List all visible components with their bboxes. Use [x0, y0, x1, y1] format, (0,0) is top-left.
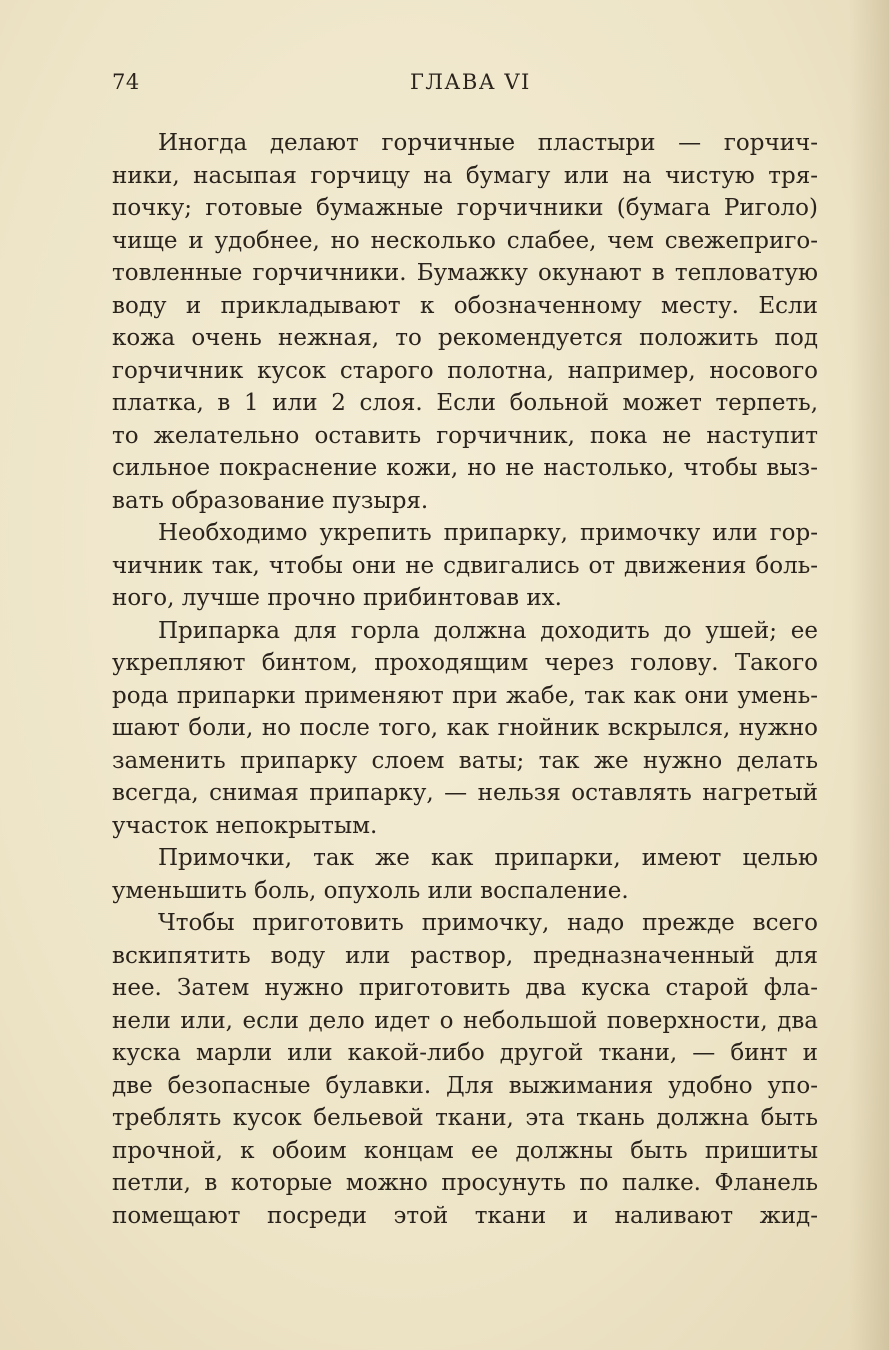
paragraph-compresses: [112, 842, 818, 907]
paragraph-mustard-plasters: [112, 127, 818, 517]
text-line: вскипятить воду или раствор, предназначенный для: [112, 942, 818, 969]
text-line: платка, в 1 или 2 слоя. Если больной может терпеть,: [112, 390, 818, 416]
text-line: кожа очень нежная, то рекомендуется положить под: [112, 325, 818, 351]
text-line: Иногда делают горчичные пластыри — горчич-: [158, 130, 818, 156]
text-line: то желательно оставить горчичник, пока не наступит: [112, 422, 818, 449]
text-line: заменить припарку слоем ваты; так же нужно делать: [112, 747, 818, 774]
text-line: ного, лучше прочно прибинтовав их.: [112, 585, 562, 611]
text-line: петли, в которые можно просунуть по палке. Фланель: [112, 1170, 818, 1196]
text-line: сильное покраснение кожи, но не настолько, чтобы выз-: [112, 455, 818, 481]
text-line: ники, насыпая горчицу на бумагу или на чистую тря-: [112, 162, 818, 189]
text-line: прочной, к обоим концам ее должны быть пришиты: [112, 1137, 818, 1164]
paragraph-throat-poultice: [112, 615, 818, 843]
text-line: участок непокрытым.: [112, 812, 378, 839]
body-text: [112, 127, 818, 1232]
text-line: нели или, если дело идет о небольшой поверхности, два: [112, 1007, 818, 1034]
text-line: две безопасные булавки. Для выжимания удобно упо-: [112, 1072, 818, 1099]
text-line: Чтобы приготовить примочку, надо прежде всего: [158, 910, 818, 936]
text-line: чичник так, чтобы они не сдвигались от движения боль-: [112, 552, 818, 579]
running-header: [112, 70, 712, 100]
page-edge-shadow: [849, 0, 889, 1350]
text-line: треблять кусок бельевой ткани, эта ткань должна быть: [112, 1105, 818, 1131]
text-line: уменьшить боль, опухоль или воспаление.: [112, 877, 629, 904]
text-line: вать образование пузыря.: [112, 487, 429, 514]
paragraph-securing: [112, 517, 818, 615]
text-line: воду и прикладывают к обозначенному месту. Если: [112, 292, 818, 319]
text-line: куска марли или какой-либо другой ткани, — бинт и: [112, 1040, 818, 1066]
text-line: нее. Затем нужно приготовить два куска старой фла-: [112, 975, 818, 1001]
text-line: Необходимо укрепить припарку, примочку или гор-: [158, 520, 818, 546]
text-line: горчичник кусок старого полотна, например, носового: [112, 357, 818, 384]
text-line: помещают посреди этой ткани и наливают жид-: [112, 1202, 818, 1229]
text-line: товленные горчичники. Бумажку окунают в тепловатую: [112, 260, 818, 286]
paragraph-preparing-compress: [112, 907, 818, 1232]
text-line: почку; готовые бумажные горчичники (бумага Риголо): [112, 195, 818, 221]
text-line: Припарка для горла должна доходить до ушей; ее: [158, 617, 818, 644]
text-line: укрепляют бинтом, проходящим через голову. Такого: [112, 650, 818, 676]
page-number: 74: [112, 70, 140, 94]
text-line: Примочки, так же как припарки, имеют целью: [158, 845, 818, 871]
text-line: шают боли, но после того, как гнойник вскрылся, нужно: [112, 715, 818, 741]
chapter-title: ГЛАВА VI: [410, 70, 531, 94]
text-line: всегда, снимая припарку, — нельзя оставлять нагретый: [112, 780, 818, 806]
text-line: рода припарки применяют при жабе, так как они умень-: [112, 682, 818, 709]
text-line: чище и удобнее, но несколько слабее, чем свежеприго-: [112, 227, 818, 254]
